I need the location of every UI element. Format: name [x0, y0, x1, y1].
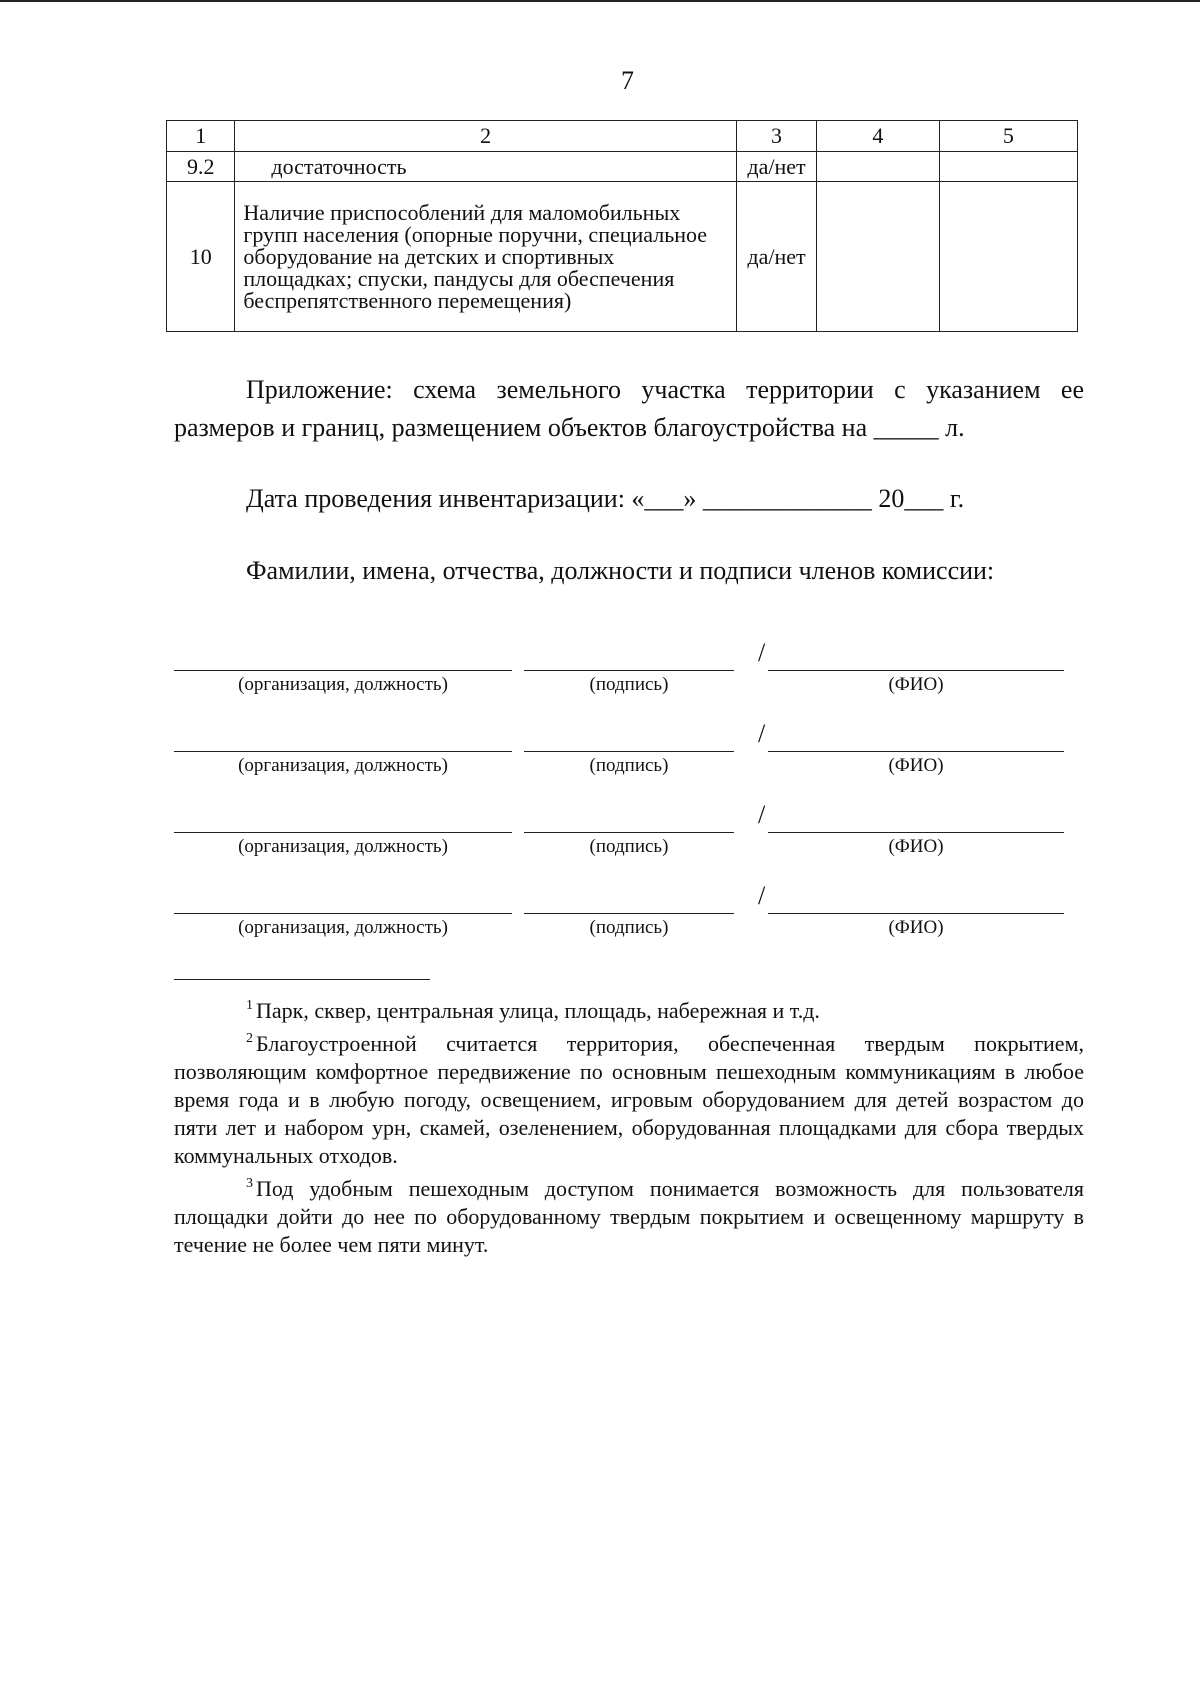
- table-row: [167, 182, 1078, 332]
- appendix-paragraph: Приложение: схема земельного участка территории с указанием ее размеров и границ, размещением объектов благоустройства на _____ л.: [174, 375, 1084, 442]
- footnote-mark: 2: [246, 1031, 253, 1046]
- table-header-row: [167, 121, 1078, 152]
- signature-row: [174, 715, 1064, 775]
- row-text: Наличие приспособлений для маломобильных групп населения (опорные поручни, специальное оборудование на детских и спортивных площадках; спуски, пандусы для обеспечения беспрепятственного перемещения): [235, 182, 737, 332]
- row-cell-5: [939, 152, 1077, 182]
- header-cell: 1: [167, 121, 235, 152]
- fio-caption: (ФИО): [888, 836, 944, 857]
- org-caption: (организация, должность): [238, 755, 448, 776]
- footnote-separator: [174, 979, 430, 980]
- signature-caption: (подпись): [589, 917, 669, 938]
- org-caption: (организация, должность): [238, 917, 448, 938]
- row-value: да/нет: [736, 182, 816, 332]
- signature-line: [524, 877, 734, 914]
- signature-row: [174, 796, 1064, 856]
- row-text: достаточность: [235, 152, 737, 182]
- inventory-table: [166, 120, 1078, 332]
- footnote-text: Под удобным пешеходным доступом понимается возможность для пользователя площадки дойти до нее по оборудованному твердым покрытием и освещенному маршруту в течение не более чем пяти минут.: [174, 1176, 1084, 1257]
- row-cell-4: [817, 152, 940, 182]
- slash: /: [758, 719, 766, 748]
- footnote: [174, 1025, 1084, 1170]
- signature-caption: (подпись): [589, 755, 669, 776]
- inventory-date-line: Дата проведения инвентаризации: «___» _____________ 20___ г.: [246, 484, 965, 513]
- slash: /: [758, 800, 766, 829]
- footnote: [174, 992, 1084, 1025]
- signature-line: [524, 715, 734, 752]
- signature-line: [524, 634, 734, 671]
- row-number: 9.2: [167, 152, 235, 182]
- fio-line: [768, 877, 1064, 914]
- signature-row: [174, 634, 1064, 694]
- signature-caption: (подпись): [589, 836, 669, 857]
- commission-members-heading: Фамилии, имена, отчества, должности и подписи членов комиссии:: [246, 556, 995, 585]
- footnote-text: Парк, сквер, центральная улица, площадь, набережная и т.д.: [256, 998, 820, 1023]
- fio-line: [768, 715, 1064, 752]
- row-cell-4: [817, 182, 940, 332]
- footnote-mark: 3: [246, 1176, 253, 1191]
- fio-caption: (ФИО): [888, 674, 944, 695]
- fio-line: [768, 796, 1064, 833]
- fio-caption: (ФИО): [888, 755, 944, 776]
- page-number: 7: [621, 66, 634, 95]
- row-cell-5: [939, 182, 1077, 332]
- table-row: [167, 152, 1078, 182]
- org-caption: (организация, должность): [238, 674, 448, 695]
- org-line: [174, 715, 512, 752]
- org-line: [174, 877, 512, 914]
- org-line: [174, 634, 512, 671]
- footnote: [174, 1170, 1084, 1259]
- signature-caption: (подпись): [589, 674, 669, 695]
- fio-line: [768, 634, 1064, 671]
- org-caption: (организация, должность): [238, 836, 448, 857]
- header-cell: 3: [736, 121, 816, 152]
- org-line: [174, 796, 512, 833]
- header-cell: 4: [817, 121, 940, 152]
- row-number: 10: [167, 182, 235, 332]
- slash: /: [758, 638, 766, 667]
- slash: /: [758, 881, 766, 910]
- row-value: да/нет: [736, 152, 816, 182]
- footnote-mark: 1: [246, 998, 253, 1013]
- signature-line: [524, 796, 734, 833]
- footnote-text: Благоустроенной считается территория, обеспеченная твердым покрытием, позволяющим комфортное передвижение по основным пешеходным коммуникациям в любое время года и в любую погоду, освещением, игровым оборудованием для детей возрастом до пяти лет и набором урн, скамей, озеленением, оборудованная площадками для сбора твердых коммунальных отходов.: [174, 1031, 1084, 1168]
- header-cell: 2: [235, 121, 737, 152]
- fio-caption: (ФИО): [888, 917, 944, 938]
- signature-row: [174, 877, 1064, 937]
- footnotes: [174, 992, 1084, 1259]
- header-cell: 5: [939, 121, 1077, 152]
